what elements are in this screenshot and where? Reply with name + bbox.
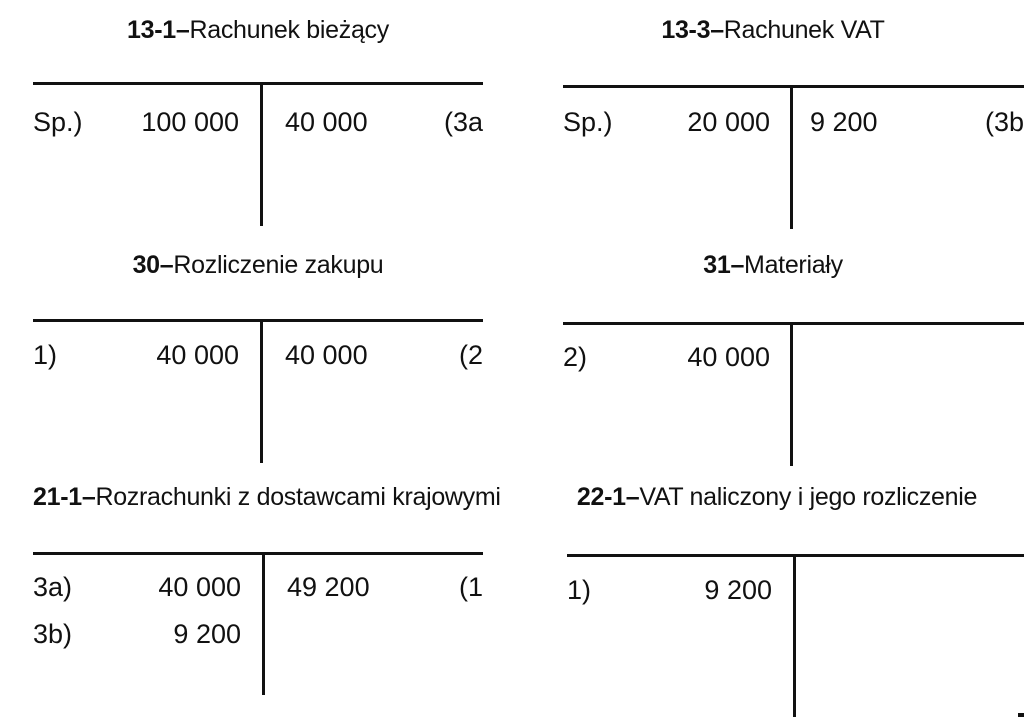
account-title	[563, 250, 983, 280]
account-title	[33, 15, 483, 45]
t-vertical-line	[790, 322, 793, 466]
account-title	[33, 482, 501, 512]
credit-amount: 49 200	[287, 572, 370, 602]
title-separator: –	[81, 483, 96, 511]
account-name: Rachunek bieżący	[189, 16, 389, 44]
account-name: Rachunek VAT	[723, 16, 885, 44]
account-name: Materiały	[744, 251, 843, 279]
account-title	[33, 250, 483, 280]
corner-mark	[1018, 713, 1024, 717]
t-vertical-line	[260, 319, 263, 463]
account-title	[563, 15, 983, 45]
t-horizontal-line	[563, 322, 1024, 325]
t-account-13-3	[563, 15, 1024, 235]
title-separator: –	[730, 251, 745, 279]
t-account-13-1	[33, 15, 483, 235]
account-title	[567, 482, 987, 512]
account-number: 31	[703, 251, 731, 279]
account-name: Rozrachunki z dostawcami krajowymi	[95, 483, 501, 511]
debit-amount: 9 200	[704, 575, 772, 605]
account-number: 13-3	[661, 16, 711, 44]
credit-amount: 9 200	[810, 107, 878, 137]
t-horizontal-line	[33, 552, 483, 555]
debit-ref: 1)	[567, 575, 592, 605]
t-account-22-1	[567, 482, 1024, 717]
t-horizontal-line	[563, 85, 1024, 88]
debit-ref: 2)	[563, 342, 588, 372]
debit-amount: 40 000	[158, 572, 241, 602]
account-name: Rozliczenie zakupu	[173, 251, 384, 279]
t-account-21-1	[33, 482, 501, 697]
debit-ref: 1)	[33, 340, 58, 370]
title-separator: –	[625, 483, 640, 511]
t-vertical-line	[262, 552, 265, 695]
account-name: VAT naliczony i jego rozliczenie	[639, 483, 978, 511]
debit-amount: 40 000	[687, 342, 770, 372]
title-separator: –	[710, 16, 724, 44]
credit-amount: 40 000	[285, 107, 368, 137]
account-number: 21-1	[33, 483, 82, 511]
t-vertical-line	[793, 554, 796, 717]
credit-amount: 40 000	[285, 340, 368, 370]
debit-amount: 9 200	[173, 619, 241, 649]
t-account-30	[33, 250, 483, 470]
credit-ref: (2	[458, 340, 483, 370]
account-number: 22-1	[576, 483, 626, 511]
title-separator: –	[175, 16, 190, 44]
t-vertical-line	[260, 82, 263, 226]
t-horizontal-line	[33, 82, 483, 85]
debit-amount: 20 000	[687, 107, 770, 137]
t-horizontal-line	[33, 319, 483, 322]
debit-amount: 40 000	[156, 340, 239, 370]
t-account-31	[563, 250, 1024, 470]
t-vertical-line	[790, 85, 793, 229]
debit-ref: Sp.)	[33, 107, 83, 137]
debit-amount: 100 000	[141, 107, 239, 137]
debit-ref: 3b)	[33, 619, 73, 649]
credit-ref: (1	[458, 572, 483, 602]
credit-ref: (3a	[443, 107, 483, 137]
debit-ref: Sp.)	[563, 107, 613, 137]
account-number: 30	[132, 251, 160, 279]
debit-ref: 3a)	[33, 572, 73, 602]
title-separator: –	[159, 251, 174, 279]
account-number: 13-1	[127, 16, 176, 44]
credit-ref: (3b	[984, 107, 1024, 137]
